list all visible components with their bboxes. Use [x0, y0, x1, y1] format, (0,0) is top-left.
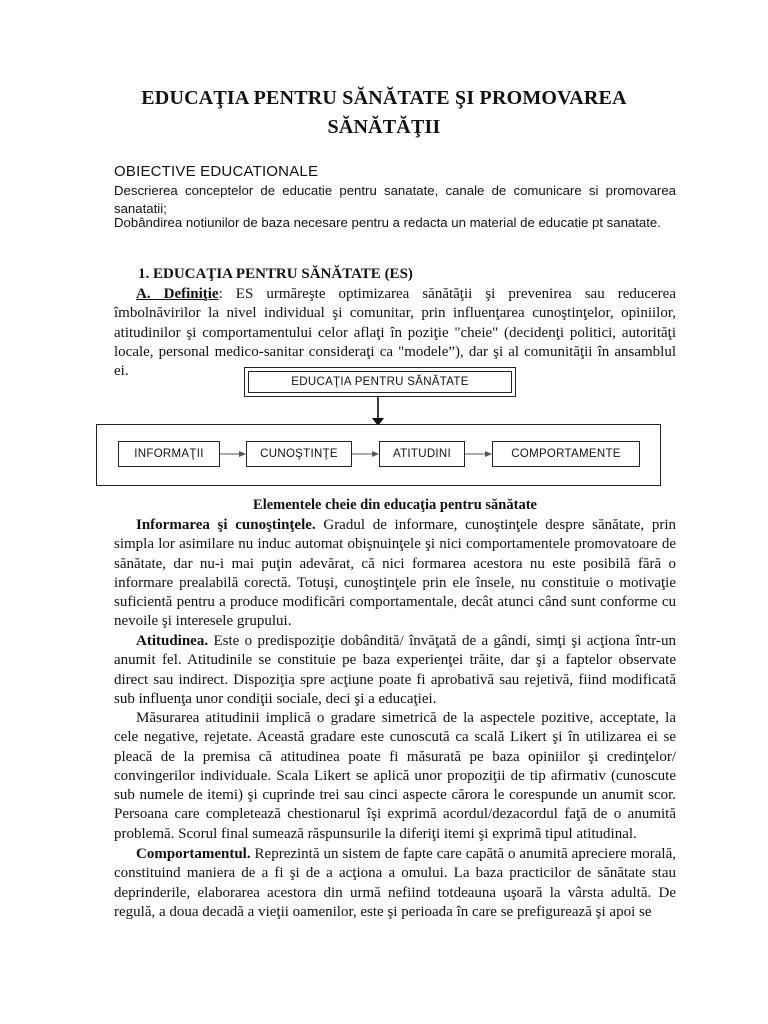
paragraph-informarea: [114, 516, 676, 632]
paragraph-comportamentul-text: Reprezintă un sistem de fapte care capătă o anumită apreciere morală, constituind maniera de a fi şi de a acţiona a omului. La baza practicilor de sănătate stau deprinderile, elaborarea acestora din urmă nefiind totdeauna uşoară la vârsta adultă. De regulă, a doua decadă a vieţii oamenilor, este şi perioada în care se prefigurează şi apoi se: [114, 846, 676, 920]
objective-item-1: Descrierea conceptelor de educatie pentru sanatate, canale de comunicare si promovarea sanatatii;: [114, 183, 676, 216]
step-cunostinte: CUNOŞTINŢE: [260, 448, 338, 460]
paragraph-informarea-text: Gradul de informare, cunoştinţele despre sănătate, prin simpla lor asimilare nu induc automat obişnuinţele şi nici comportamentele promovatoare de sănătate, dar nu-i mai puţin adevărat, că nici formarea acestora nu este posibilă fără o informare prealabilă corectă. Totuşi, cunoştinţele prin ele însele, nu constituie o motivaţie suficientă pentru a produce modificări comportamentale, decât atunci când sunt conforme cu nevoile şi interesele grupului.: [114, 517, 677, 630]
diagram-top-label: EDUCAŢIA PENTRU SĂNĂTATE: [291, 376, 469, 388]
paragraph-atitudinea: [114, 632, 676, 709]
objectives-heading: OBIECTIVE EDUCATIONALE: [114, 163, 319, 180]
definition-text: : ES urmăreşte optimizarea sănătăţii şi prevenirea sau reducerea îmbolnăvirilor la nivel individual şi comunitar, prin influenţarea cunoştinţelor, opiniilor, atitudinilor şi comportamentului celor aflaţi în poziţie "cheie" (decidenţi politici, autorităţi locale, personal medico-sanitar consideraţi ca "modele”), dar şi al comunităţii în ansamblul ei.: [114, 286, 676, 380]
paragraph-atitudinea-label: Atitudinea.: [136, 633, 209, 649]
step-atitudini: ATITUDINI: [392, 448, 452, 460]
paragraph-comportamentul-label: Comportamentul.: [136, 846, 251, 862]
step-comportamente: COMPORTAMENTE: [511, 448, 621, 460]
section-heading: 1. EDUCAŢIA PENTRU SĂNĂTATE (ES): [138, 266, 413, 282]
definition-label: A. Definiţie: [136, 286, 219, 302]
objective-item-2: Dobândirea notiunilor de baza necesare pentru a redacta un material de educatie pt sanatate.: [114, 215, 661, 230]
diagram-caption: Elementele cheie din educaţia pentru sănătate: [253, 497, 537, 513]
step-informatii: INFORMAŢII: [134, 448, 204, 460]
paragraph-masurarea: Măsurarea atitudinii implică o gradare simetrică de la aspectele pozitive, acceptate, la cele negative, rejetate. Această gradare este cunoscută ca scală Likert şi în utilizarea ei se pleacă de la premisa că atitudinea poate fi măsurată pe baza opiniilor şi credinţelor/ convingerilor individuale. Scala Likert se aplică unor propoziţii de tip afirmativ (cunoscute sub numele de itemi) şi cuprinde trei sau cinci aspecte cărora le corespunde un anumit scor. Persoana care completează chestionarul îşi exprimă acordul/dezacordul faţă de o anumită problemă. Scorul final sumează răspunsurile la diferiţi itemi şi exprimă tipul atitudinal.: [114, 710, 676, 842]
paragraph-atitudinea-text: Este o predispoziţie dobândită/ învăţată de a gândi, simţi şi acţiona într-un anumit fel. Atitudinile se constituie pe baza experienţei trăite, dar şi a faptelor observate direct sau indirect. Dispoziţia spre acţiune poate fi aprobativă sau rejetivă, fiind modificată sub influenţa unor condiţii sociale, deci şi a educaţiei.: [114, 633, 676, 707]
paragraph-comportamentul: [114, 845, 676, 922]
paragraph-informarea-label: Informarea şi cunoştinţele.: [136, 517, 316, 533]
page-title: EDUCAŢIA PENTRU SĂNĂTATE ŞI PROMOVAREA SĂNĂTĂŢII: [141, 87, 627, 138]
